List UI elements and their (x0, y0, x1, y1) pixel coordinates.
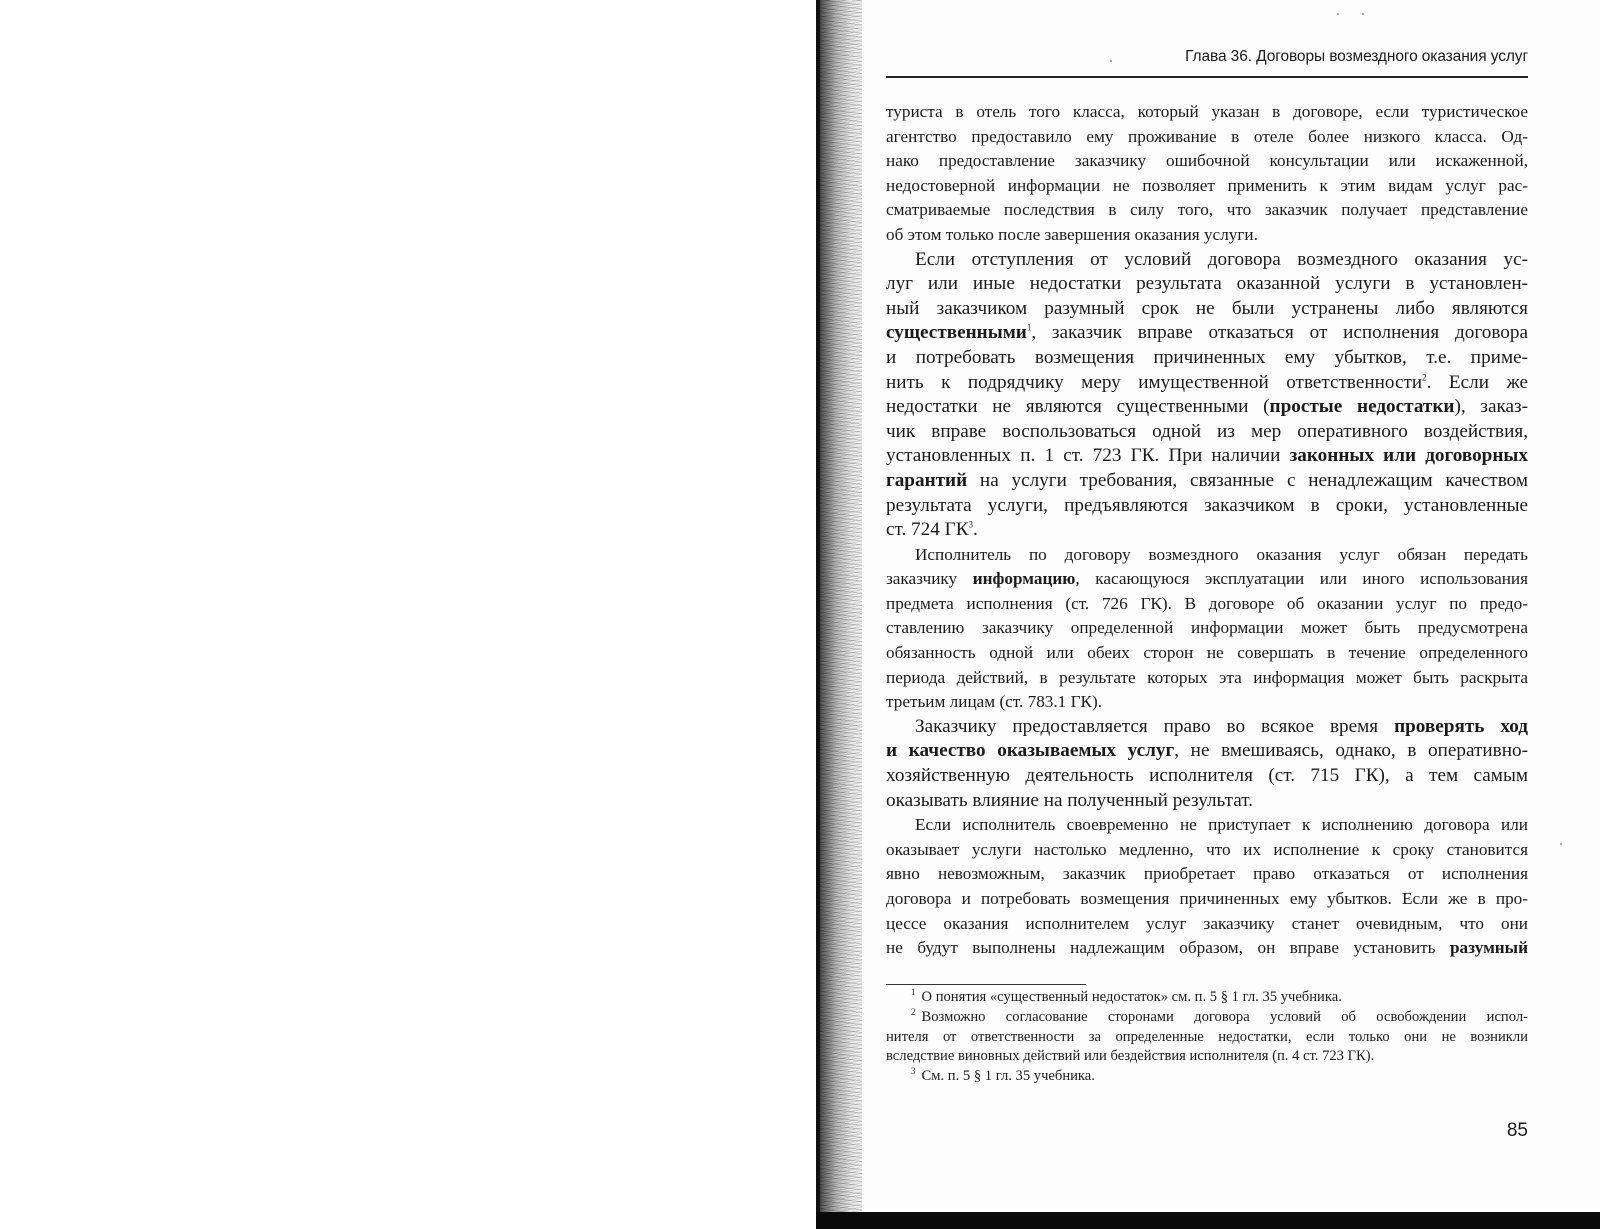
text-line (886, 100, 1528, 125)
text-line (886, 912, 1528, 937)
text-run: Если отступления от условий договора возмездного оказания ус- (915, 248, 1528, 270)
footnote-rule (886, 984, 1086, 985)
text-run: оказывать влияние на полученный результат. (886, 789, 1253, 811)
text-run: не будут выполнены надлежащим образом, он вправе установить (886, 938, 1450, 958)
text-run: Заказчику предоставляется право во всякое время (915, 715, 1395, 737)
text-line (886, 518, 1528, 543)
text-line (886, 616, 1528, 641)
footnote-ref: 1 (1026, 322, 1032, 333)
scan-speck (1337, 13, 1339, 15)
text-line (886, 543, 1528, 568)
text-line (886, 444, 1528, 469)
footnote-line (886, 1028, 1528, 1048)
text-run: заказчику (886, 569, 973, 589)
text-run: установленных п. 1 ст. 723 ГК. При наличии (886, 445, 1290, 467)
scan-speck (1362, 13, 1364, 15)
footnote-number: 3 (911, 1067, 916, 1077)
text-run: недостатки не являются существенными ( (886, 396, 1270, 418)
bold-term: гарантий (886, 469, 968, 491)
text-run: об этом только после завершения оказания услуги. (886, 224, 1258, 244)
footnote-ref: 2 (1422, 372, 1427, 383)
text-line (886, 936, 1528, 961)
text-line (886, 420, 1528, 445)
text-run: ст. 724 ГК (886, 519, 969, 541)
bold-term: простые недостатки (1269, 396, 1455, 418)
text-run: туриста в отель того класса, который указан в договоре, если туристическое (886, 102, 1528, 121)
bold-term: разумный (1450, 938, 1528, 958)
spine-edge (816, 0, 820, 1229)
text-line (886, 641, 1528, 666)
page-number: 85 (1506, 1120, 1528, 1141)
scan-speck (1110, 60, 1112, 62)
text-run: договора и потребовать возмещения причиненных ему убытков. Если же в про- (886, 889, 1528, 908)
text-run: чик вправе воспользоваться одной из мер оперативного воздействия, (886, 420, 1528, 442)
bold-term: проверять ход (1394, 715, 1528, 737)
text-run: См. п. 5 § 1 гл. 35 учебника. (921, 1068, 1095, 1085)
footnote-line (886, 988, 1528, 1008)
text-line (886, 862, 1528, 887)
text-run: ставлению заказчику определенной информации может быть предусмотрена (886, 618, 1528, 638)
text-line (886, 887, 1528, 912)
text-run: результата услуги, предъявляются заказчиком в сроки, установленные (886, 494, 1528, 516)
text-run: третьим лицам (ст. 783.1 ГК). (886, 692, 1102, 712)
text-line (886, 149, 1528, 174)
text-run: Возможно согласование сторонами договора условий об освобождении испол- (921, 1008, 1528, 1025)
text-run: оказывает услуги настолько медленно, что их исполнение к сроку становится (886, 839, 1528, 859)
text-line (886, 395, 1528, 420)
text-run: Исполнитель по договору возмездного оказания услуг обязан передать (915, 544, 1528, 564)
text-line (886, 666, 1528, 691)
text-line (886, 592, 1528, 617)
text-run: , касающуюся эксплуатации или иного использования (1075, 569, 1528, 589)
text-run: агентство предоставило ему проживание в отеле более низкого класса. Од- (886, 126, 1528, 146)
text-run: . (973, 519, 978, 541)
bold-term: существенными (886, 322, 1027, 344)
text-line (886, 715, 1528, 740)
text-line (886, 764, 1528, 789)
text-line (886, 321, 1528, 346)
text-line (886, 272, 1528, 297)
footnote-number: 1 (911, 988, 916, 998)
text-run: на услуги требования, связанные с ненадлежащим качеством (967, 469, 1528, 491)
header-rule (886, 76, 1528, 78)
text-run: недостоверной информации не позволяет применить к этим видам услуг рас- (886, 175, 1528, 195)
text-line (886, 739, 1528, 764)
text-run: и потребовать возмещения причиненных ему убытков, т.е. приме- (886, 346, 1528, 368)
text-line (886, 469, 1528, 494)
bold-term: законных или договорных (1289, 445, 1528, 467)
text-run: нако предоставление заказчику ошибочной консультации или искаженной, (886, 151, 1528, 171)
footnote-line (886, 1067, 1528, 1087)
text-line (886, 567, 1528, 592)
text-line (886, 494, 1528, 519)
text-line (886, 198, 1528, 223)
text-line (886, 690, 1528, 715)
text-line (886, 838, 1528, 863)
footnote-number: 2 (911, 1007, 916, 1017)
footnote-line (886, 1008, 1528, 1028)
text-run: ), заказ- (1454, 396, 1528, 418)
text-run: луг или иные недостатки результата оказанной услуги в установлен- (886, 273, 1528, 295)
text-run: ный заказчиком разумный срок не были устранены либо являются (886, 297, 1528, 319)
text-run: предмета исполнения (ст. 726 ГК). В договоре об оказании услуг по предо- (886, 593, 1528, 613)
text-run: нить к подрядчику меру имущественной ответственности (886, 371, 1423, 393)
text-line (886, 297, 1528, 322)
footnote-line (886, 1047, 1528, 1067)
text-run: , не вмешиваясь, однако, в оперативно- (1174, 740, 1528, 762)
text-run: явно невозможным, заказчик приобретает право отказаться от исполнения (886, 864, 1528, 884)
text-run: нителя от ответственности за определенные недостатки, если только они не возникли (886, 1028, 1528, 1045)
text-line (886, 346, 1528, 371)
text-run: О понятия «существенный недостаток» см. п. 5 § 1 гл. 35 учебника. (921, 989, 1342, 1005)
scan-speck (1560, 843, 1562, 845)
text-run: обязанность одной или обеих сторон не совершать в течение определенного (886, 643, 1528, 663)
text-line (886, 223, 1528, 248)
text-run: хозяйственную деятельность исполнителя (ст. 715 ГК), а тем самым (886, 765, 1528, 787)
text-line (886, 125, 1528, 150)
text-run: , заказчик вправе отказаться от исполнения договора (1031, 322, 1528, 344)
text-run: сматриваемые последствия в силу того, что заказчик получает представление (886, 200, 1528, 220)
book-spine-shadow (816, 0, 862, 1229)
running-head: Глава 36. Договоры возмездного оказания услуг (1185, 48, 1528, 65)
footnote-ref: 3 (968, 519, 974, 530)
text-run: вследствие виновных действий или бездействия исполнителя (п. 4 ст. 723 ГК). (886, 1048, 1375, 1065)
scan-bottom-edge (816, 1212, 1600, 1229)
text-run: периода действий, в результате которых эта информация может быть раскрыта (886, 667, 1528, 687)
bold-term: информацию (972, 569, 1076, 589)
body-text (886, 100, 1528, 961)
bold-term: и качество оказываемых услуг (886, 740, 1175, 762)
text-line (886, 248, 1528, 273)
text-run: Если исполнитель своевременно не приступает к исполнению договора или (915, 815, 1528, 835)
text-line (886, 371, 1528, 396)
text-line (886, 789, 1528, 814)
text-line (886, 174, 1528, 199)
text-line (886, 813, 1528, 838)
text-run: цессе оказания исполнителем услуг заказчику станет очевидным, что они (886, 913, 1528, 933)
footnotes (886, 988, 1528, 1087)
text-run: . Если же (1426, 371, 1528, 393)
